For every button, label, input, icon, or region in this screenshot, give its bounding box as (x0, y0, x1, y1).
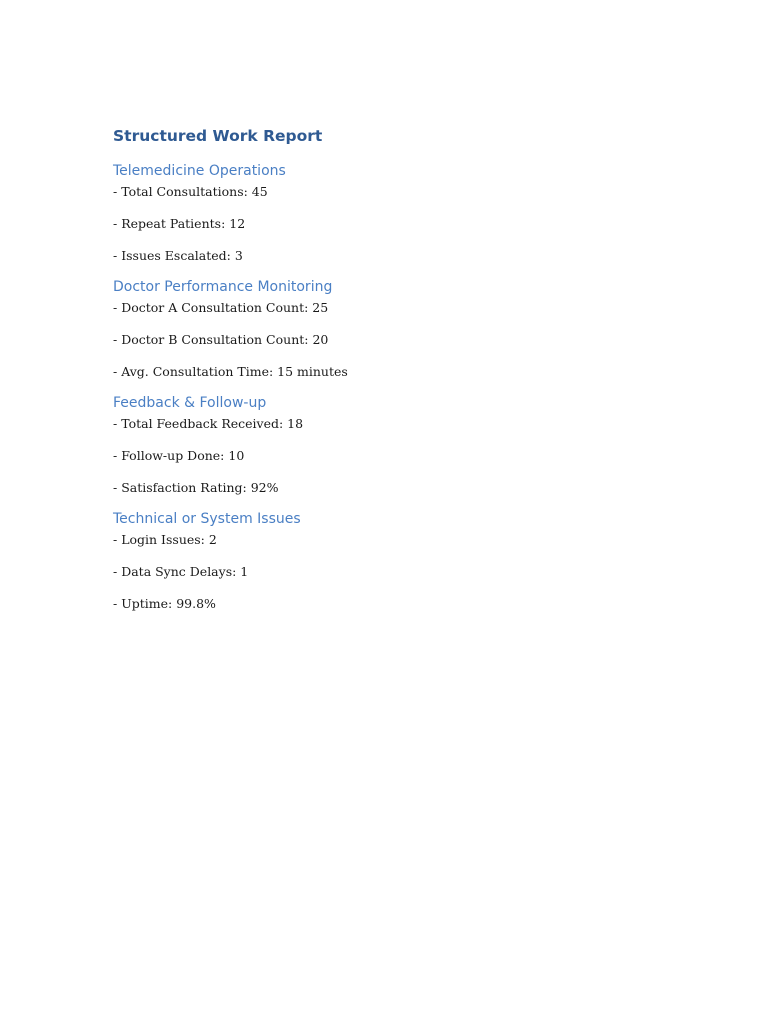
list-item: - Total Feedback Received: 18 (113, 416, 304, 431)
document-page (113, 124, 673, 614)
section-heading: Feedback & Follow-up (113, 395, 267, 411)
list-item: - Doctor B Consultation Count: 20 (113, 332, 329, 347)
page-title: Structured Work Report (113, 127, 323, 145)
list-item: - Total Consultations: 45 (113, 184, 268, 199)
section-technical-system-issues (113, 508, 673, 614)
list-item: - Login Issues: 2 (113, 532, 217, 547)
list-item: - Satisfaction Rating: 92% (113, 480, 279, 495)
section-heading: Technical or System Issues (113, 511, 301, 527)
list-item: - Uptime: 99.8% (113, 596, 216, 611)
list-item: - Follow-up Done: 10 (113, 448, 245, 463)
list-item: - Avg. Consultation Time: 15 minutes (113, 364, 348, 379)
section-heading: Telemedicine Operations (113, 163, 286, 179)
list-item: - Data Sync Delays: 1 (113, 564, 249, 579)
section-feedback-follow-up (113, 392, 673, 498)
list-item: - Doctor A Consultation Count: 25 (113, 300, 329, 315)
section-telemedicine-operations (113, 160, 673, 266)
list-item: - Issues Escalated: 3 (113, 248, 243, 263)
section-doctor-performance-monitoring (113, 276, 673, 382)
section-heading: Doctor Performance Monitoring (113, 279, 333, 295)
list-item: - Repeat Patients: 12 (113, 216, 246, 231)
